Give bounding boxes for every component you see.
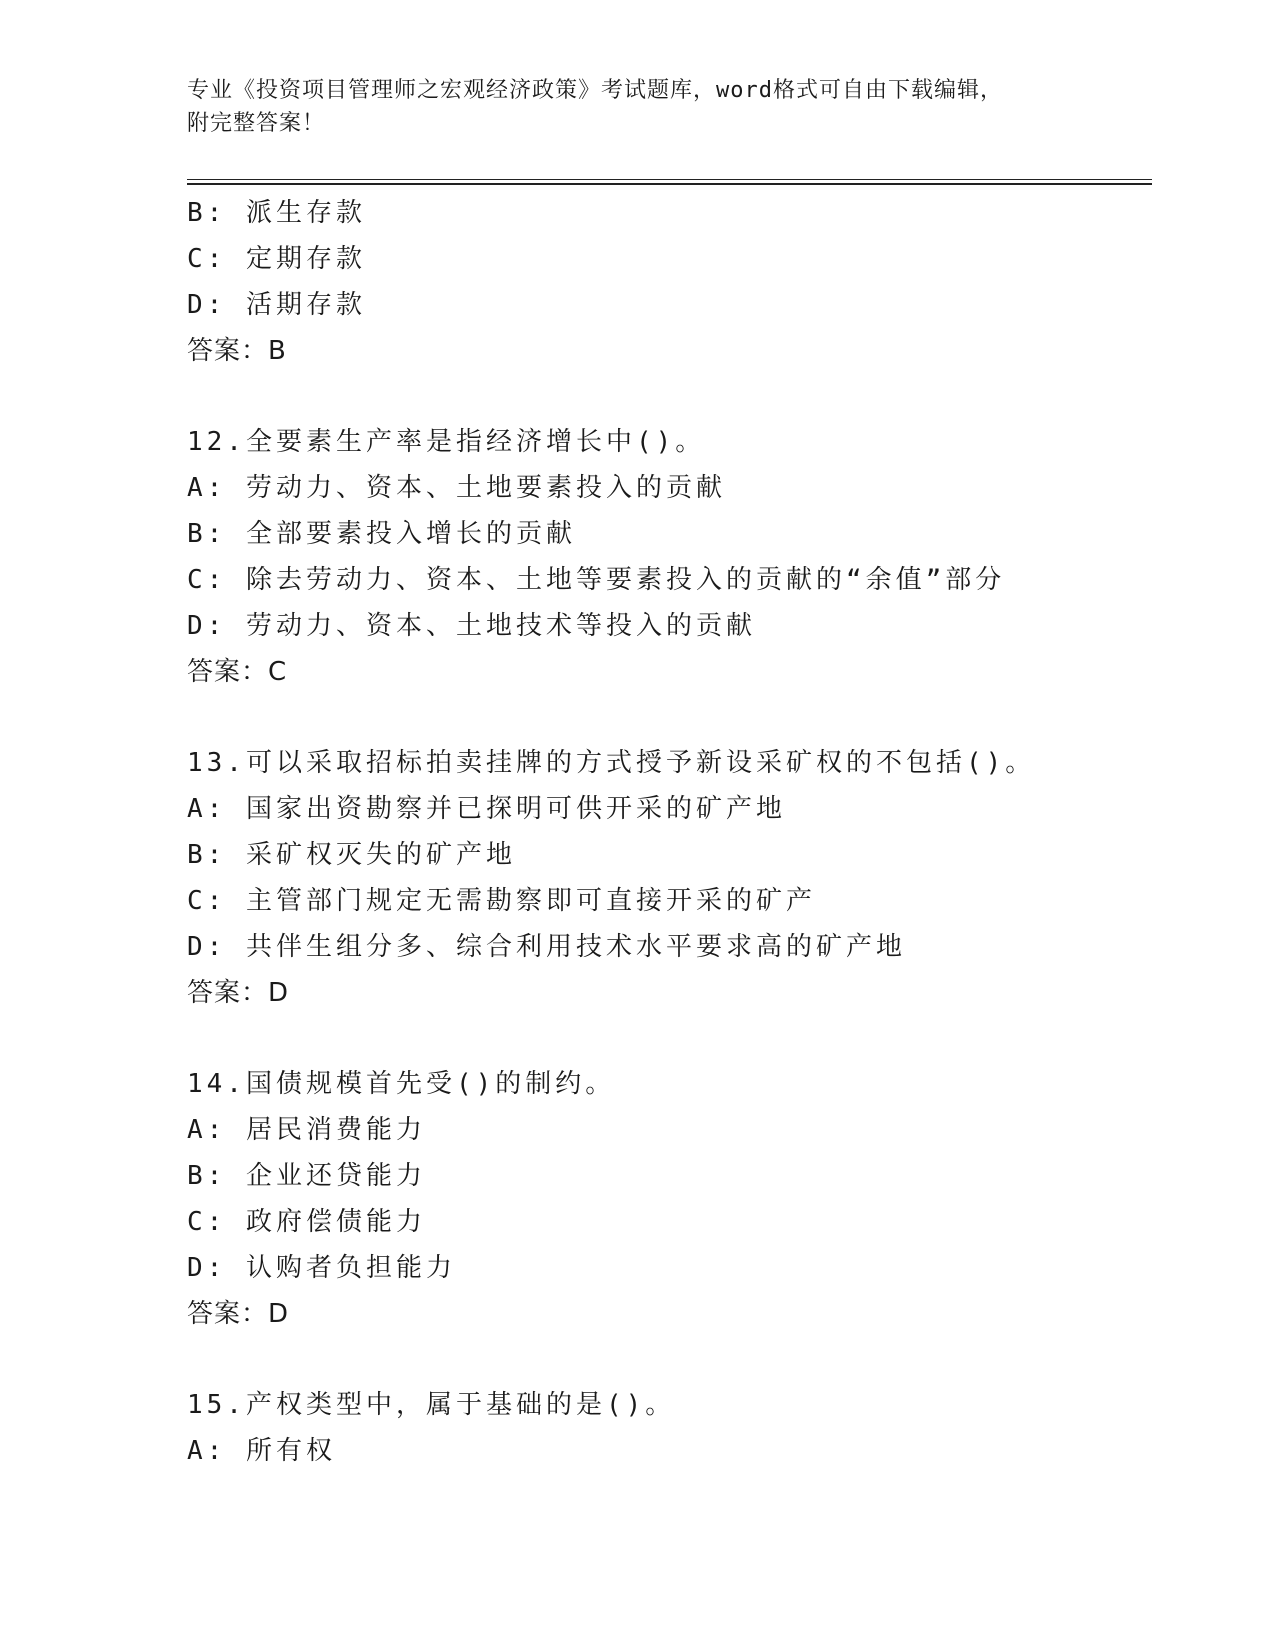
- option-d: D: 劳动力、资本、土地技术等投入的贡献: [187, 611, 756, 641]
- header-line-1: 专业《投资项目管理师之宏观经济政策》考试题库，word格式可自由下载编辑，: [187, 78, 1003, 103]
- question-text: 12.全要素生产率是指经济增长中()。: [187, 427, 706, 457]
- answer-line: 答案：D: [187, 1299, 290, 1329]
- option-a: A: 居民消费能力: [187, 1115, 426, 1145]
- option-a: A: 所有权: [187, 1436, 336, 1466]
- document-header: [187, 74, 1087, 140]
- header-divider-thick: [187, 183, 1152, 185]
- option-a: A: 国家出资勘察并已探明可供开采的矿产地: [187, 794, 786, 824]
- option-c: C: 除去劳动力、资本、土地等要素投入的贡献的“余值”部分: [187, 565, 1006, 595]
- header-line-2: 附完整答案！: [187, 111, 326, 136]
- header-divider-thin: [187, 179, 1152, 180]
- option-d: D: 活期存款: [187, 290, 366, 320]
- question-block-14: [187, 1061, 1167, 1337]
- option-d: D: 认购者负担能力: [187, 1253, 456, 1283]
- option-b: B: 全部要素投入增长的贡献: [187, 519, 576, 549]
- option-b: B: 派生存款: [187, 198, 366, 228]
- question-block-11: [187, 190, 1167, 374]
- question-text: 15.产权类型中，属于基础的是()。: [187, 1390, 676, 1420]
- spacer: [187, 1337, 1167, 1382]
- option-c: C: 政府偿债能力: [187, 1207, 426, 1237]
- question-list: [187, 190, 1167, 1474]
- spacer: [187, 1016, 1167, 1061]
- option-d: D: 共伴生组分多、综合利用技术水平要求高的矿产地: [187, 932, 906, 962]
- question-block-13: [187, 740, 1167, 1016]
- spacer: [187, 374, 1167, 419]
- option-b: B: 采矿权灭失的矿产地: [187, 840, 516, 870]
- option-c: C: 定期存款: [187, 244, 366, 274]
- answer-line: 答案：D: [187, 978, 290, 1008]
- question-text: 13.可以采取招标拍卖挂牌的方式授予新设采矿权的不包括()。: [187, 748, 1036, 778]
- answer-line: 答案：B: [187, 336, 287, 366]
- spacer: [187, 695, 1167, 740]
- option-c: C: 主管部门规定无需勘察即可直接开采的矿产: [187, 886, 816, 916]
- answer-line: 答案：C: [187, 657, 288, 687]
- option-b: B: 企业还贷能力: [187, 1161, 426, 1191]
- question-block-12: [187, 419, 1167, 695]
- question-block-15: [187, 1382, 1167, 1474]
- question-text: 14.国债规模首先受()的制约。: [187, 1069, 616, 1099]
- option-a: A: 劳动力、资本、土地要素投入的贡献: [187, 473, 726, 503]
